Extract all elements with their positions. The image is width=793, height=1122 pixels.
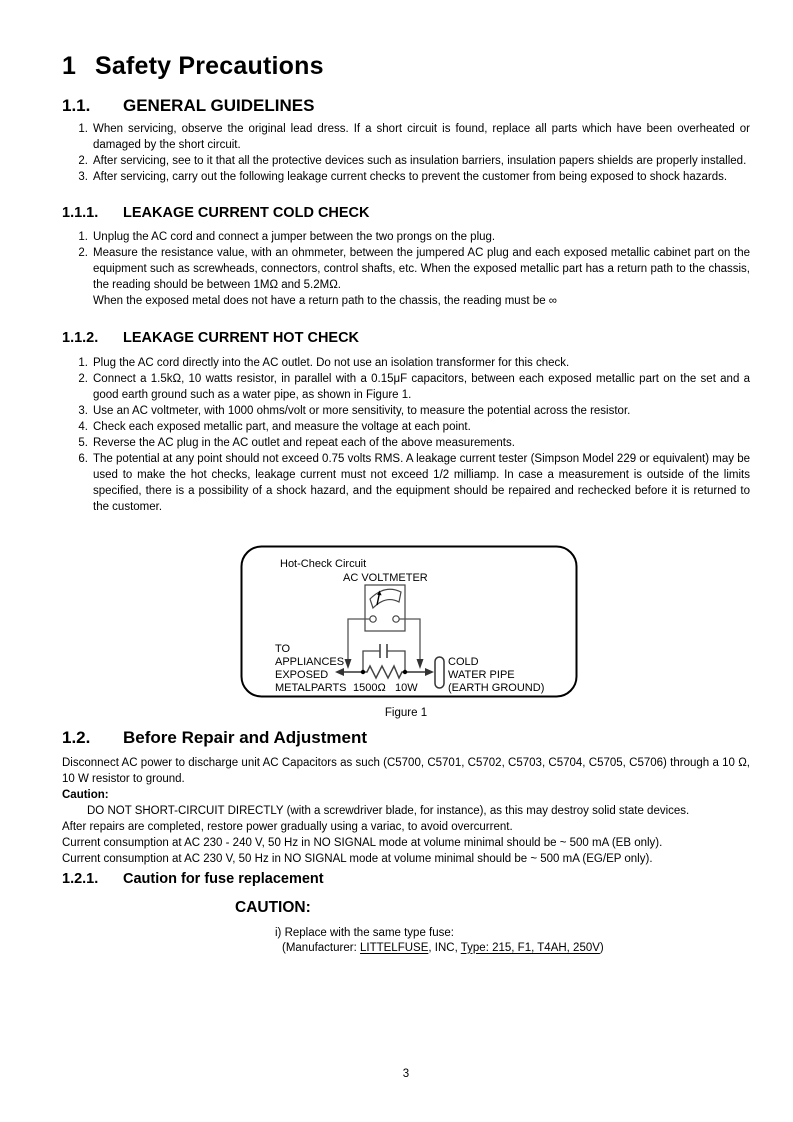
fuse-line-prefix: (Manufacturer: [282,941,360,954]
title-text: Safety Precautions [95,52,324,80]
list-item-paragraph: When the exposed metal does not have a return path to the chassis, the reading must be ∞ [93,295,558,307]
resistor-value-label: 1500Ω [353,682,386,694]
list-item-number: 5. [78,437,88,449]
heading-number: 1.1. [62,96,91,115]
heading-text: Before Repair and Adjustment [123,728,368,747]
voltmeter-terminal-right [393,616,399,622]
right-arrow [425,668,434,676]
meter-dial [370,589,401,608]
hot-check-list [62,355,750,515]
list-item-text: Use an AC voltmeter, with 1000 ohms/volt or more sensitivity, to measure the potential across the resistor. [93,405,631,417]
before-repair-text [62,755,750,867]
list-item-number: 4. [78,421,88,433]
heading-fuse-replacement [62,871,750,887]
list-item-number: 2. [78,247,88,259]
heading-number: 1.1.1. [62,205,99,221]
node-left [361,670,365,674]
general-guidelines-list [62,121,750,185]
heading-text: LEAKAGE CURRENT COLD CHECK [123,205,370,221]
paragraph: Disconnect AC power to discharge unit AC Capacitors as such (C5700, C5701, C5702, C5703, C5704, C5705, C5706) through a 10 Ω, 10 W resistor to ground. [62,757,750,785]
heading-leakage-hot-check [62,330,750,346]
list-item-text: Connect a 1.5kΩ, 10 watts resistor, in parallel with a 0.15μF capacitors, between each exposed metallic part on the set and a good earth ground such as a water pipe, as shown in Figure 1. [93,373,750,401]
right-label-line: (EARTH GROUND) [448,682,545,694]
left-arrow [335,668,344,676]
left-label [275,643,347,694]
fuse-manufacturer: LITTELFUSE [359,941,429,954]
resistor-power-label: 10W [395,682,418,694]
list-item [62,403,750,419]
list-item [62,229,750,245]
list-item-number: 2. [78,373,88,385]
list-item-number: 1. [78,357,88,369]
list-item-number: 3. [78,405,88,417]
left-label-line: APPLIANCES [275,656,345,668]
list-item [62,153,750,169]
list-item-text: When servicing, observe the original lead dress. If a short circuit is found, replace all parts which have been overheated or damaged by the short circuit. [93,123,750,151]
left-label-line: METALPARTS [275,682,347,694]
list-item [62,435,750,451]
list-item-text: After servicing, carry out the following leakage current checks to prevent the customer from being exposed to shock hazards. [93,171,728,183]
down-arrow-right [417,659,424,669]
list-item [62,451,750,515]
fuse-instructions [275,926,604,955]
down-arrow-left [345,659,352,669]
left-label-line: TO [275,643,291,655]
voltmeter-terminal-left [370,616,376,622]
paragraph: Current consumption at AC 230 - 240 V, 50 Hz in NO SIGNAL mode at volume minimal should be ~ 500 mA (EB only). [62,837,663,849]
heading-text: GENERAL GUIDELINES [123,96,315,115]
fuse-line-mid: , INC, [428,941,461,954]
node-right [403,670,407,674]
list-item [62,245,750,309]
list-item-number: 1. [78,123,88,135]
page-number: 3 [402,1068,410,1080]
list-item-paragraph: Measure the resistance value, with an ohmmeter, between the jumpered AC plug and each exposed metallic cabinet part on the equipment such as screwheads, connectors, control shafts, etc. When the exposed metallic part has a return path to the chassis, the reading should be between 1MΩ and 5.2MΩ. [93,247,750,291]
heading-text: Caution for fuse replacement [123,871,324,887]
resistor-symbol [363,666,405,678]
fuse-manufacturer-line [275,941,604,956]
cold-check-list [62,229,750,309]
figure-title: Hot-Check Circuit [280,558,367,570]
caution-label: Caution: [62,789,109,801]
heading-leakage-cold-check [62,205,750,221]
list-item-text: Check each exposed metallic part, and measure the voltage at each point. [93,421,471,433]
paragraph: Current consumption at AC 230 V, 50 Hz in NO SIGNAL mode at volume minimal should be ~ 500 mA (EG/EP only). [62,853,653,865]
list-item [62,121,750,153]
right-label-line: COLD [448,656,479,668]
list-item [62,419,750,435]
heading-general-guidelines [62,96,750,116]
list-item [62,371,750,403]
left-label-line: EXPOSED [275,669,329,681]
list-item-number: 1. [78,231,88,243]
right-label-line: WATER PIPE [448,669,515,681]
fuse-line-suffix: ) [599,941,604,954]
title-number: 1 [62,52,77,80]
page-title [62,52,750,81]
voltmeter-label: AC VOLTMETER [343,572,428,584]
water-pipe-symbol [435,657,444,688]
list-item-text [93,245,750,309]
right-label [448,656,544,694]
list-item-text: The potential at any point should not exceed 0.75 volts RMS. A leakage current tester (Simpson Model 229 or equivalent) may be used to make the hot checks, leakage current must not exceed 1/2 milliamp. In case a measurement is outside of the limits specified, there is a possibility of a shock hazard, and the equipment should be repaired and rechecked before it is returned to the customer. [93,453,750,513]
heading-number: 1.1.2. [62,330,99,346]
hot-check-circuit-diagram [240,545,578,698]
list-item-text: Reverse the AC plug in the AC outlet and repeat each of the above measurements. [93,437,515,449]
figure-caption: Figure 1 [384,707,428,719]
fuse-type: Type: 215, F1, T4AH, 250V [460,941,600,954]
heading-text: LEAKAGE CURRENT HOT CHECK [123,330,360,346]
list-item-number: 6. [78,453,88,465]
list-item-number: 3. [78,171,88,183]
list-item-text: Plug the AC cord directly into the AC outlet. Do not use an isolation transformer for this check. [93,357,570,369]
list-item-text: Unplug the AC cord and connect a jumper between the two prongs on the plug. [93,231,496,243]
list-item [62,169,750,185]
list-item-number: 2. [78,155,88,167]
fuse-instruction-line: i) Replace with the same type fuse: [275,927,454,939]
voltmeter-icon [365,585,405,631]
list-item [62,355,750,371]
list-item-text: After servicing, see to it that all the protective devices such as insulation barriers, insulation papers shields are properly installed. [93,155,747,167]
paragraph: After repairs are completed, restore power gradually using a variac, to avoid overcurrent. [62,821,513,833]
figure-1 [240,545,578,703]
caution-heading: CAUTION: [235,899,311,916]
heading-before-repair [62,728,750,748]
voltmeter-wires [348,619,420,659]
heading-number: 1.2. [62,728,91,747]
caution-text: DO NOT SHORT-CIRCUIT DIRECTLY (with a screwdriver blade, for instance), as this may destroy solid state devices. [87,805,690,817]
heading-number: 1.2.1. [62,871,99,887]
